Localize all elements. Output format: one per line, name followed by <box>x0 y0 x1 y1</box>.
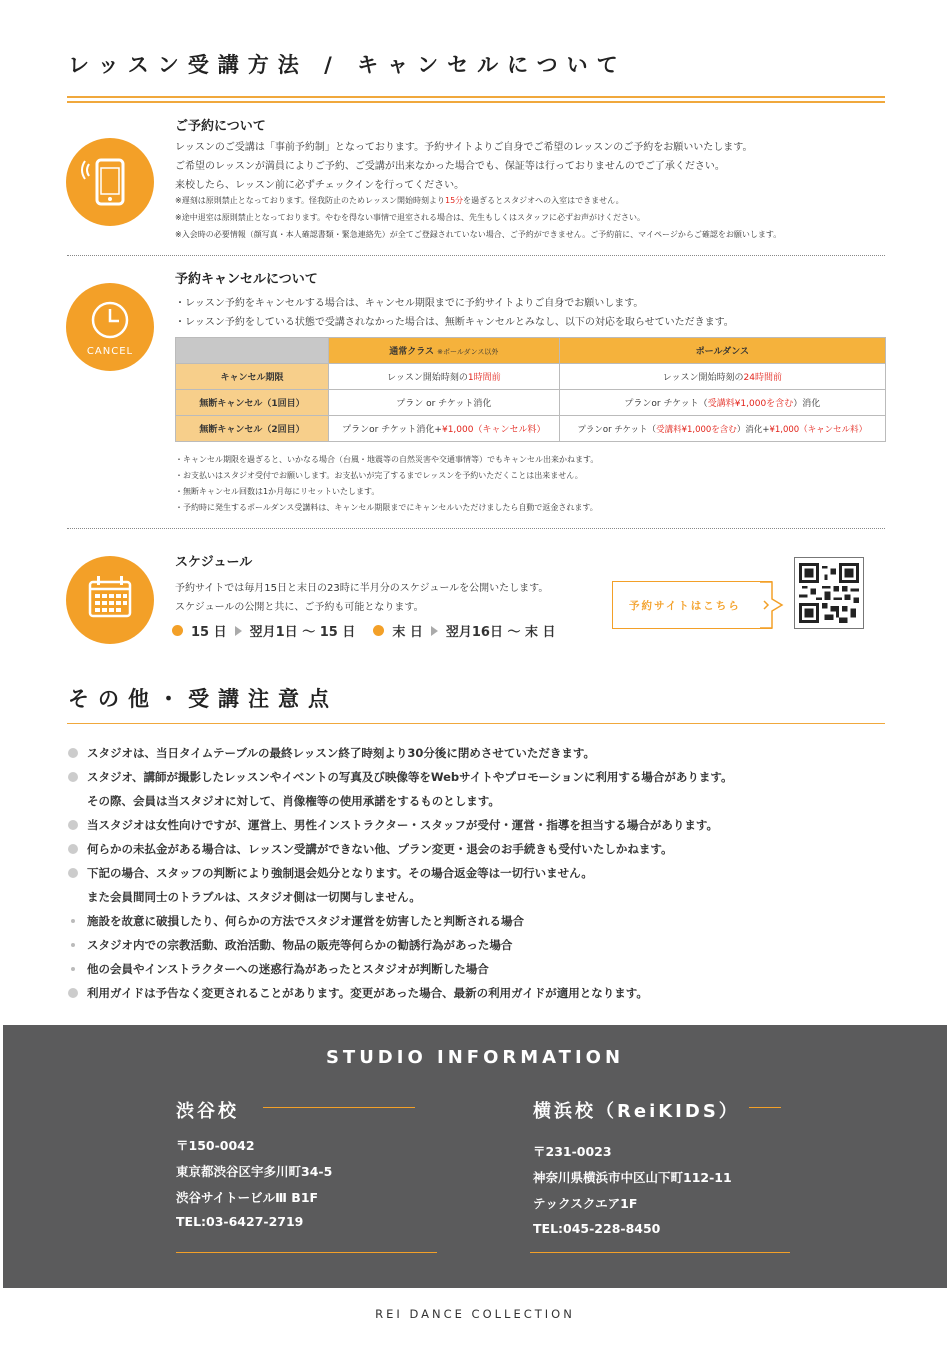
schedule-title: スケジュール <box>175 555 253 570</box>
smartphone-icon <box>66 138 154 226</box>
calendar-icon <box>66 556 154 644</box>
heading-underline <box>67 723 885 724</box>
reservation-note-2: ※途中退室は原則禁止となっております。やむを得ない事情で退室される場合は、先生もしくはスタッフに必ずお声がけください。 <box>175 213 646 222</box>
studio-information-panel <box>3 1025 947 1288</box>
dot-icon <box>373 625 384 636</box>
cancel-line-2: ・レッスン予約をしている状態で受講されなかった場合は、無断キャンセルとみなし、以下の対応を取らせていただきます。 <box>175 317 734 328</box>
cancel-note-1: ・キャンセル期限を過ぎると、いかなる場合（台風・地震等の自然災害や交通事情等）でもキャンセル出来かねます。 <box>175 455 599 464</box>
cancel-line-1: ・レッスン予約をキャンセルする場合は、キャンセル期限までに予約サイトよりご自身でお願いします。 <box>175 298 644 309</box>
chevron-right-icon[interactable] <box>760 581 784 629</box>
list-item: 他の会員やインストラクターへの迷惑行為があったとスタジオが判断した場合 <box>68 961 489 977</box>
section1-heading: レッスン受講方法 / キャンセルについて <box>68 53 627 77</box>
clock-icon <box>66 283 154 371</box>
table-row: 無断キャンセル（1回目） プラン or チケット消化 プランor チケット（受講料¥1,000を含む）消化 <box>176 390 886 416</box>
reservation-line-1: レッスンのご受講は「事前予約制」となっております。予約サイトよりご自身でご希望のレッスンのご予約をお願いいたします。 <box>175 142 753 153</box>
list-item: スタジオは、当日タイムテーブルの最終レッスン終了時刻より30分後に閉めさせていただきます。 <box>68 745 595 761</box>
bullet-icon <box>68 868 78 878</box>
schedule-line-2: スケジュールの公開と共に、ご予約も可能となります。 <box>175 602 424 613</box>
heading-underline-2 <box>67 101 885 103</box>
studio-information-heading: STUDIO INFORMATION <box>325 1047 625 1068</box>
dot-icon <box>172 625 183 636</box>
shibuya-postal: 〒150-0042 <box>176 1138 255 1153</box>
yokohama-campus-name: 横浜校（ReiKIDS） <box>533 1101 740 1122</box>
reservation-note-3: ※入会時の必要情報（顔写真・本人確認書類・緊急連絡先）が全てご登録されていない場合、ご予約ができません。ご予約前に、マイページからご確認をお願いします。 <box>175 230 782 239</box>
table-row: キャンセル期限 レッスン開始時刻の1時間前 レッスン開始時刻の24時間前 <box>176 364 886 390</box>
shibuya-campus-name: 渋谷校 <box>176 1101 239 1122</box>
heading-underline <box>67 96 885 98</box>
arrow-right-icon <box>235 626 242 636</box>
reservation-line-3: 来校したら、レッスン前に必ずチェックインを行ってください。 <box>175 180 465 191</box>
bullet-icon <box>68 820 78 830</box>
reservation-site-button[interactable]: 予約サイトはこちら <box>612 581 772 629</box>
qr-code[interactable] <box>794 557 864 629</box>
table-corner <box>176 338 329 364</box>
reservation-note-1: ※遅刻は原則禁止となっております。怪我防止のためレッスン開始時刻より15分を過ぎるとスタジオへの入室はできません。 <box>175 196 624 205</box>
bullet-icon <box>71 967 75 971</box>
list-item: 当スタジオは女性向けですが、運営上、男性インストラクター・スタッフが受付・運営・指導を担当する場合があります。 <box>68 817 718 833</box>
section2-heading: その他・受講注意点 <box>68 687 338 711</box>
divider <box>67 255 885 256</box>
list-item: 利用ガイドは予告なく変更されることがあります。変更があった場合、最新の利用ガイドが適用となります。 <box>68 985 648 1001</box>
schedule-line-1: 予約サイトでは毎月15日と末日の23時に半月分のスケジュールを公開いたします。 <box>175 583 549 594</box>
list-item: スタジオ内での宗教活動、政治活動、物品の販売等何らかの勧誘行為があった場合 <box>68 937 512 953</box>
brand-name: REI DANCE COLLECTION <box>375 1307 575 1321</box>
divider <box>67 528 885 529</box>
shibuya-address-1: 東京都渋谷区宇多川町34-5 <box>176 1164 333 1179</box>
yokohama-tel[interactable]: TEL:045-228-8450 <box>533 1221 661 1236</box>
list-item: 施設を故意に破損したり、何らかの方法でスタジオ運営を妨害したと判断される場合 <box>68 913 524 929</box>
table-header-regular: 通常クラス ※ポールダンス以外 <box>329 338 560 364</box>
cancel-title: 予約キャンセルについて <box>175 272 318 287</box>
bullet-icon <box>68 844 78 854</box>
list-item: スタジオ、講師が撮影したレッスンやイベントの写真及び映像等をWebサイトやプロモーションに利用する場合があります。 <box>68 769 733 785</box>
list-item: 何らかの未払金がある場合は、レッスン受講ができない他、プラン変更・退会のお手続きも受付いたしかねます。 <box>68 841 672 857</box>
bullet-icon <box>71 919 75 923</box>
list-item: その際、会員は当スタジオに対して、肖像権等の使用承諾をするものとします。 <box>87 794 500 808</box>
schedule-release-row: 15 日 翌月1日 〜 15 日 末 日 翌月16日 〜 末 日 <box>172 621 556 640</box>
table-header-pole: ポールダンス <box>559 338 885 364</box>
cancel-note-3: ・無断キャンセル回数は1か月毎にリセットいたします。 <box>175 487 380 496</box>
reservation-line-2: ご希望のレッスンが満員によりご予約、ご受講が出来なかった場合でも、保証等は行っておりませんのでご了承ください。 <box>175 161 725 172</box>
divider <box>263 1107 415 1108</box>
list-item: また会員間同士のトラブルは、スタジオ側は一切関与しません。 <box>87 890 421 904</box>
yokohama-address-2: テックスクエア1F <box>533 1196 638 1211</box>
bullet-icon <box>71 943 75 947</box>
yokohama-address-1: 神奈川県横浜市中区山下町112-11 <box>533 1170 732 1185</box>
divider <box>530 1252 790 1253</box>
shibuya-address-2: 渋谷サイトービルⅢ B1F <box>176 1190 319 1205</box>
bullet-icon <box>68 748 78 758</box>
cancel-icon-label: CANCEL <box>86 346 134 357</box>
reservation-title: ご予約について <box>175 119 266 134</box>
shibuya-tel[interactable]: TEL:03-6427-2719 <box>176 1214 304 1229</box>
divider <box>176 1252 437 1253</box>
bullet-icon <box>68 772 78 782</box>
yokohama-postal: 〒231-0023 <box>533 1144 612 1159</box>
cancel-table <box>175 337 886 442</box>
list-item: 下記の場合、スタッフの判断により強制退会処分となります。その場合返金等は一切行いません。 <box>68 865 593 881</box>
arrow-right-icon <box>431 626 438 636</box>
divider <box>749 1107 781 1108</box>
cancel-note-4: ・予約時に発生するポールダンス受講料は、キャンセル期限までにキャンセルいただけましたら自動で返金されます。 <box>175 503 598 512</box>
table-row: 無断キャンセル（2回目） プランor チケット消化+¥1,000（キャンセル料） プランor チケット（受講料¥1,000を含む）消化+¥1,000（キャンセル料） <box>176 416 886 442</box>
bullet-icon <box>68 988 78 998</box>
cancel-note-2: ・お支払いはスタジオ受付でお願いします。お支払いが完了するまでレッスンを予約いただくことは出来ません。 <box>175 471 583 480</box>
